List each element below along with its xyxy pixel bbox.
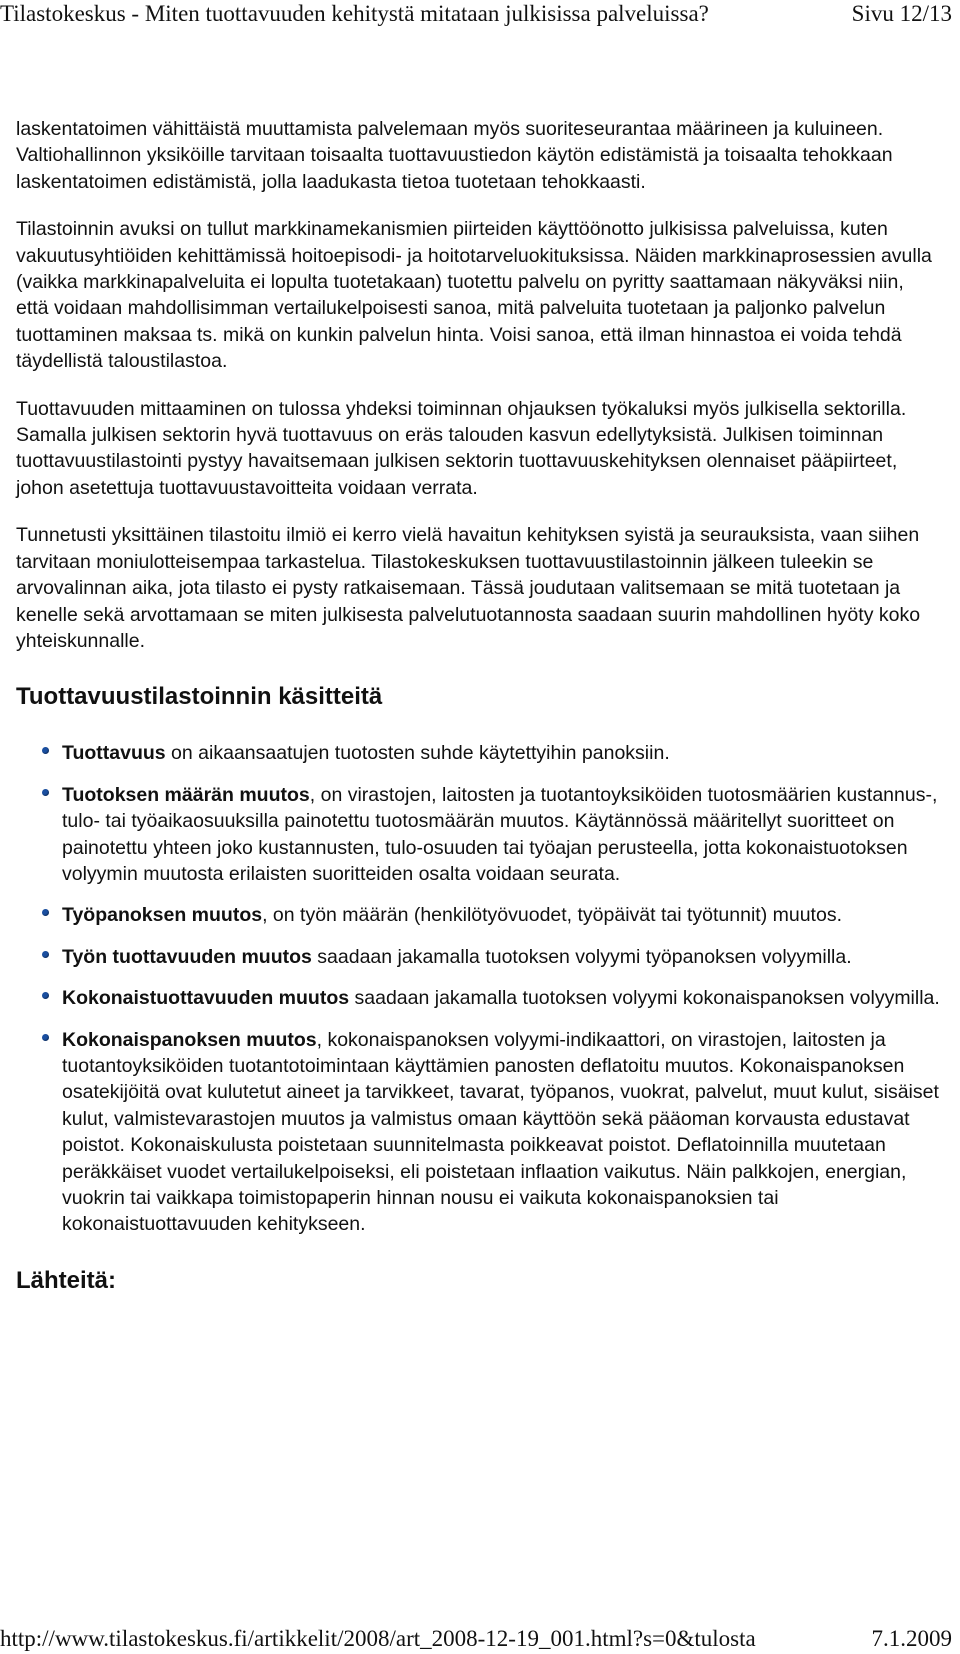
concept-term: Kokonaispanoksen muutos [62, 1028, 317, 1051]
page-url: http://www.tilastokeskus.fi/artikkelit/2008/art_2008-12-19_001.html?s=0&tulosta [0, 1626, 756, 1651]
bullet-icon [42, 951, 49, 958]
list-item [16, 740, 941, 766]
list-item [16, 985, 941, 1011]
concept-definition: on aikaansaatujen tuotosten suhde käytettyihin panoksiin. [165, 742, 670, 765]
concept-definition: saadaan jakamalla tuotoksen volyymi työpanoksen volyymilla. [311, 945, 852, 968]
concepts-heading: Tuottavuustilastoinnin käsitteitä [16, 683, 383, 711]
paragraph: Tunnetusti yksittäinen tilastoitu ilmiö ei kerro vielä havaitun kehityksen syistä ja seurauksista, vaan siihen tarvitaan moniulotteisempaa tarkastelua. Tilastokeskuksen tuottavuustilastoinnin jälkeen tuleekin se arvovalinnan aika, jota tilasto ei pysty ratkaisemaan. Tässä joudutaan valitsemaan se mitä tuotetaan ja kenelle sekä arvottamaan se miten julkisesta palvelutuotannosta saadaan suurin mahdollinen hyöty koko yhteiskunnalle. [16, 524, 921, 652]
concept-term: Työn tuottavuuden muutos [62, 945, 312, 968]
concept-definition: , on työn määrän (henkilötyövuodet, työpäivät tai työtunnit) muutos. [262, 904, 842, 927]
print-date: 7.1.2009 [871, 1626, 952, 1651]
concept-definition: saadaan jakamalla tuotoksen volyymi kokonaispanoksen volyymilla. [349, 987, 940, 1010]
concept-term: Kokonaistuottavuuden muutos [62, 987, 350, 1010]
bullet-icon [42, 992, 49, 999]
article-content [16, 116, 941, 1324]
bullet-icon [42, 747, 49, 754]
list-item [16, 782, 941, 888]
concept-term: Työpanoksen muutos [62, 904, 263, 927]
list-item [16, 944, 941, 970]
concept-term: Tuotoksen määrän muutos [62, 783, 310, 806]
concept-definition: , on virastojen, laitosten ja tuotantoyksiköiden tuotosmäärien kustannus-, tulo- tai työaikaosuuksilla painotettu tuotosmäärän muutos. Käytännössä määritellyt suoritteet on painotettu yhteen joko kustannusten, tulo-osuuden tai työajan perusteella, jotta kokonaistuotoksen volyymin muutosta erilaisten suoritteiden osalta voidaan seurata. [62, 783, 938, 885]
bullet-icon [42, 909, 49, 916]
list-item [16, 902, 941, 928]
bullet-icon [42, 789, 49, 796]
paragraph: Tilastoinnin avuksi on tullut markkinamekanismien piirteiden käyttöönotto julkisissa palveluissa, kuten vakuutusyhtiöiden kehittämissä hoitoepisodi- ja hoitotarveluokituksissa. Näiden markkinaprosessien avulla (vaikka markkinapalveluita ei lopulta tuotetakaan) tuotettu palvelu on pyritty saattamaan näkyväksi niin, että voidaan mahdollisimman vertailukelpoisesti sanoa, mitä palveluita tuotetaan ja paljonko palvelun tuottaminen maksaa ts. mikä on kunkin palvelun hinta. Voisi sanoa, että ilman hinnastoa ei voida tehdä täydellistä taloustilastoa. [16, 218, 932, 373]
paragraph: Tuottavuuden mittaaminen on tulossa yhdeksi toiminnan ohjauksen työkaluksi myös julkisella sektorilla. Samalla julkisen sektorin hyvä tuottavuus on eräs talouden kasvun edellytyksistä. Julkisen toiminnan tuottavuustilastointi pystyy havaitsemaan julkisen sektorin tuottavuuskehityksen olennaiset pääpiirteet, johon asetettuja tuottavuustavoitteita voidaan verrata. [16, 397, 907, 499]
concepts-list [16, 740, 941, 1238]
concept-definition: , kokonaispanoksen volyymi-indikaattori, on virastojen, laitosten ja tuotantoyksiköiden tuotantotoimintaan käyttämien panosten deflatoitu muutos. Kokonaispanoksen osatekijöitä ovat kulutetut aineet ja tarvikkeet, tavarat, työpanos, vuokrat, palvelut, muut kulut, sisäiset kulut, valmistevarastojen muutos ja valmistus omaan käyttöön sekä pääoman korvausta edustavat poistot. Kokonaiskulusta poistetaan suunnitelmasta poikkeavat poistot. Deflatoinnilla muutetaan peräkkäiset vuodet vertailukelpoiseksi, eli poistetaan inflaation vaikutus. Näin palkkojen, energian, vuokrin tai vaikkapa toimistopaperin hinnan nousu ei vaikuta kokonaispanoksien tai kokonaistuottavuuden kehitykseen. [62, 1028, 939, 1236]
concept-term: Tuottavuus [62, 742, 166, 765]
list-item [16, 1027, 941, 1238]
page-number: Sivu 12/13 [851, 1, 952, 26]
paragraph: laskentatoimen vähittäistä muuttamista palvelemaan myös suoriteseurantaa määrineen ja kuluineen. Valtiohallinnon yksiköille tarvitaan toisaalta tuottavuustiedon käytön edistämistä ja toisaalta tehokkaan laskentatoimen edistämistä, jolla laadukasta tietoa tuotetaan tehokkaasti. [16, 118, 893, 193]
page-title: Tilastokeskus - Miten tuottavuuden kehitystä mitataan julkisissa palveluissa? [0, 1, 709, 26]
sources-heading: Lähteitä: [16, 1266, 117, 1294]
bullet-icon [42, 1034, 49, 1041]
